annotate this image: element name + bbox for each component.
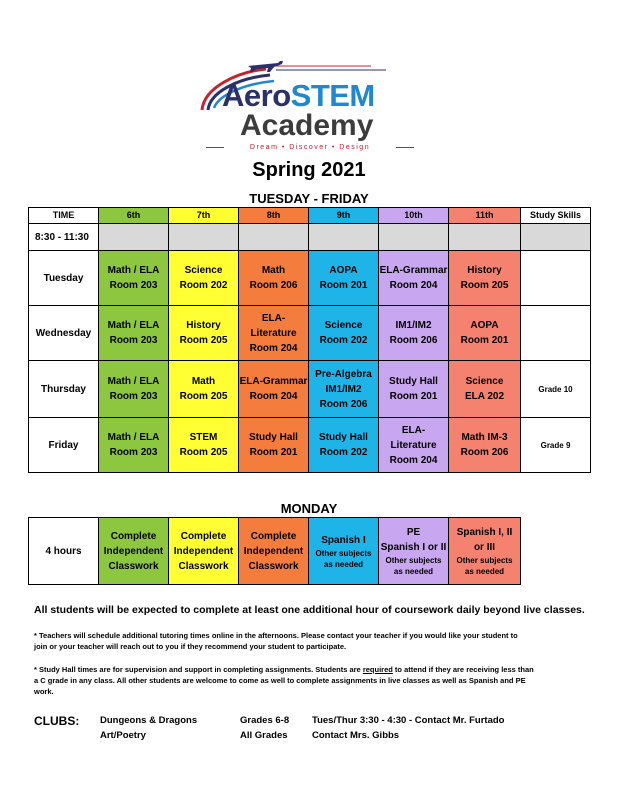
duration-cell: 4 hours: [29, 518, 99, 585]
club-name: Art/Poetry: [100, 730, 146, 741]
header-study-skills: Study Skills: [521, 208, 591, 224]
class-cell: IM1/IM2 Room 206: [379, 306, 449, 361]
table-row: [29, 251, 591, 306]
page-title: Spring 2021: [252, 159, 366, 181]
class-cell: Math / ELA Room 203: [99, 251, 169, 306]
study-hall-note: * Study Hall times are for supervision and support in completing assignments. Students are required to attend if they are receiving less than a C grade in any class. All other students are welcome to come as well to complete assignments in live classes as well as Spanish and PE work.: [34, 665, 534, 696]
class-cell: History Room 205: [169, 306, 239, 361]
class-cell: AOPA Room 201: [449, 306, 521, 361]
class-cell: Science Room 202: [169, 251, 239, 306]
header-9th: 9th: [309, 208, 379, 224]
club-info: Tues/Thur 3:30 - 4:30 - Contact Mr. Furtado: [312, 715, 505, 726]
club-info: Contact Mrs. Gibbs: [312, 730, 400, 741]
day-cell: Thursday: [29, 361, 99, 418]
header-7th: 7th: [169, 208, 239, 224]
study-skills-cell: [521, 251, 591, 306]
club-grades: Grades 6-8: [240, 715, 290, 726]
monday-schedule: [28, 517, 521, 585]
table-row: [29, 306, 591, 361]
main-note: All students will be expected to complete at least one additional hour of coursework daily beyond live classes.: [34, 604, 585, 616]
study-skills-cell: Grade 9: [521, 418, 591, 473]
day-cell: Friday: [29, 418, 99, 473]
table-row: [29, 518, 521, 585]
table-row: [29, 361, 591, 418]
class-cell: Pre-Algebra IM1/IM2 Room 206: [309, 361, 379, 418]
time-row: [29, 224, 591, 251]
study-skills-cell: Grade 10: [521, 361, 591, 418]
logo-line-academy: Academy: [240, 109, 374, 142]
header-row: [29, 208, 591, 224]
day-cell: Wednesday: [29, 306, 99, 361]
aerostem-logo: [196, 58, 426, 154]
logo-tagline: Dream • Discover • Design: [249, 144, 371, 151]
header-11th: 11th: [449, 208, 521, 224]
tutoring-note: * Teachers will schedule additional tutoring times online in the afternoons. Please contact your teacher if you would like your student to join or your teacher will reach out to you if they recommend your student to participate.: [34, 631, 518, 651]
class-cell: Spanish I Other subjects as needed: [309, 518, 379, 585]
class-cell: Study Hall Room 201: [379, 361, 449, 418]
class-cell: Study Hall Room 201: [239, 418, 309, 473]
class-cell: ELA-Grammar Room 204: [379, 251, 449, 306]
class-cell: Complete Independent Classwork: [239, 518, 309, 585]
class-cell: ELA-Grammar Room 204: [239, 361, 309, 418]
header-6th: 6th: [99, 208, 169, 224]
header-10th: 10th: [379, 208, 449, 224]
clubs-label: CLUBS:: [34, 714, 80, 728]
class-cell: Math / ELA Room 203: [99, 418, 169, 473]
table-row: [29, 418, 591, 473]
class-cell: Math / ELA Room 203: [99, 306, 169, 361]
monday-title: MONDAY: [280, 501, 338, 516]
class-cell: Math IM-3 Room 206: [449, 418, 521, 473]
class-cell: Math / ELA Room 203: [99, 361, 169, 418]
class-cell: History Room 205: [449, 251, 521, 306]
class-cell: Math Room 206: [239, 251, 309, 306]
class-cell: Spanish I, II or III Other subjects as needed: [449, 518, 521, 585]
club-name: Dungeons & Dragons: [100, 715, 198, 726]
class-cell: ELA-Literature Room 204: [379, 418, 449, 473]
class-cell: STEM Room 205: [169, 418, 239, 473]
time-cell: 8:30 - 11:30: [29, 224, 99, 251]
day-cell: Tuesday: [29, 251, 99, 306]
logo-line-aerostem: AeroSTEM: [222, 78, 375, 113]
class-cell: Science Room 202: [309, 306, 379, 361]
header-8th: 8th: [239, 208, 309, 224]
header-time: TIME: [29, 208, 99, 224]
class-cell: ELA-Literature Room 204: [239, 306, 309, 361]
class-cell: Math Room 205: [169, 361, 239, 418]
tuesday-friday-schedule: [28, 207, 591, 473]
club-grades: All Grades: [240, 730, 288, 741]
class-cell: Complete Independent Classwork: [99, 518, 169, 585]
class-cell: Complete Independent Classwork: [169, 518, 239, 585]
class-cell: Science ELA 202: [449, 361, 521, 418]
tuesday-friday-title: TUESDAY - FRIDAY: [249, 191, 369, 206]
class-cell: PE Spanish I or II Other subjects as needed: [379, 518, 449, 585]
class-cell: AOPA Room 201: [309, 251, 379, 306]
study-skills-cell: [521, 306, 591, 361]
class-cell: Study Hall Room 202: [309, 418, 379, 473]
